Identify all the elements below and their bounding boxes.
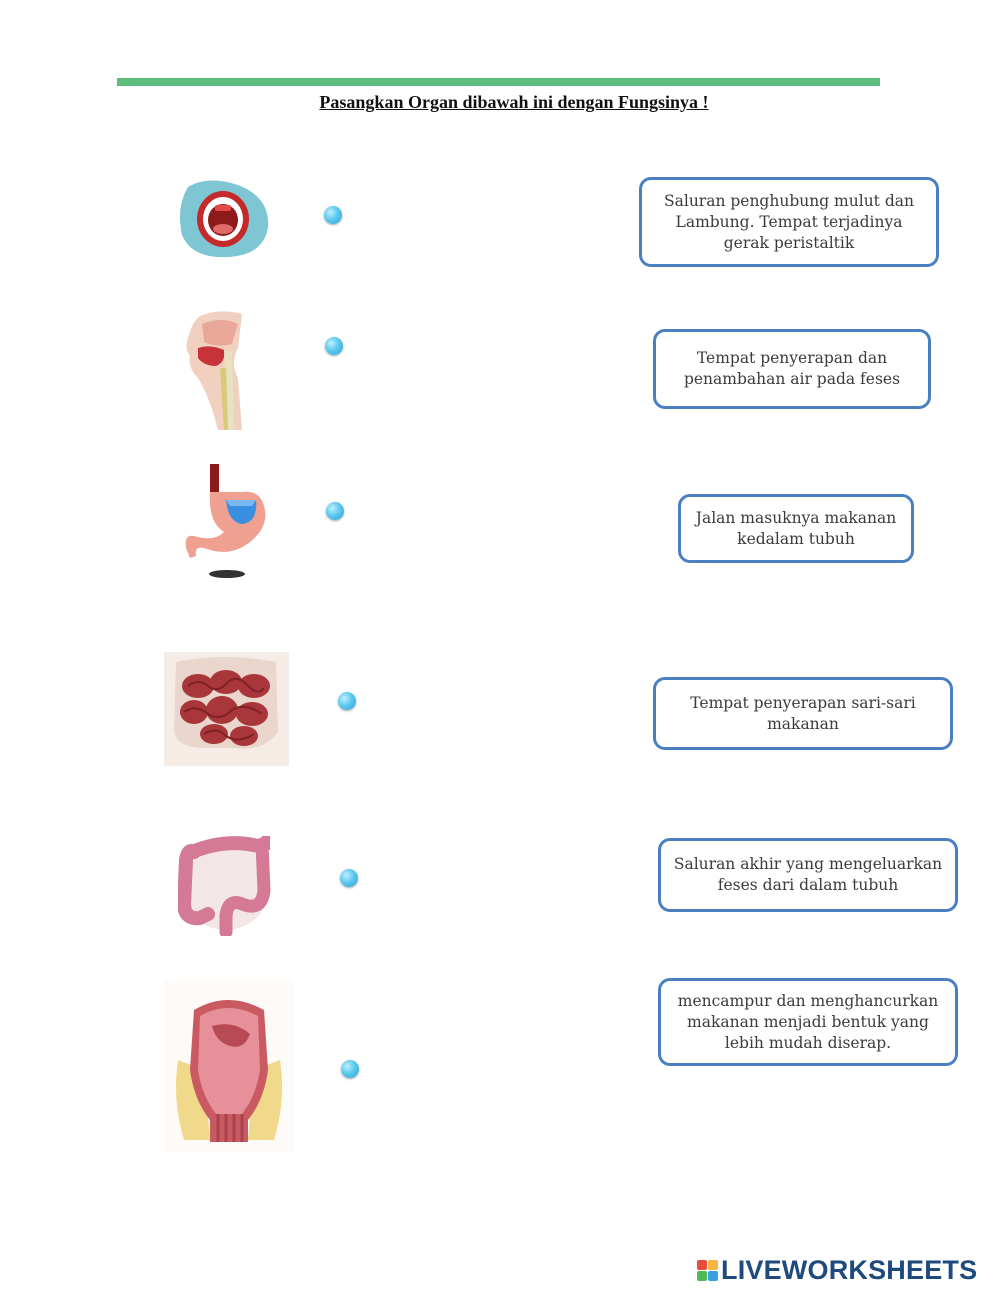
liveworksheets-logo (697, 1254, 977, 1286)
match-dot-esophagus[interactable] (325, 337, 343, 355)
logo-blocks-icon (697, 1260, 718, 1281)
function-card-6[interactable]: mencampur dan menghancurkan makanan menjadi bentuk yang lebih mudah diserap. (658, 978, 958, 1066)
function-card-5[interactable]: Saluran akhir yang mengeluarkan feses dari dalam tubuh (658, 838, 958, 912)
worksheet-title: Pasangkan Organ dibawah ini dengan Fungsinya ! (319, 92, 709, 112)
stomach-icon (180, 462, 275, 584)
top-rule (117, 78, 880, 86)
rectum-anus-icon (164, 980, 294, 1152)
function-card-2[interactable]: Tempat penyerapan dan penambahan air pada feses (653, 329, 931, 409)
match-dot-small-intestine[interactable] (338, 692, 356, 710)
match-dot-large-intestine[interactable] (340, 869, 358, 887)
function-card-4[interactable]: Tempat penyerapan sari-sari makanan (653, 677, 953, 750)
match-dot-mouth[interactable] (324, 206, 342, 224)
mouth-icon (178, 177, 273, 259)
small-intestine-icon (164, 652, 289, 766)
match-dot-rectum[interactable] (341, 1060, 359, 1078)
large-intestine-icon (178, 834, 273, 936)
function-card-3[interactable]: Jalan masuknya makanan kedalam tubuh (678, 494, 914, 563)
esophagus-icon (180, 308, 260, 433)
brand-name: LIVEWORKSHEETS (721, 1254, 978, 1285)
function-card-1[interactable]: Saluran penghubung mulut dan Lambung. Tempat terjadinya gerak peristaltik (639, 177, 939, 267)
match-dot-stomach[interactable] (326, 502, 344, 520)
